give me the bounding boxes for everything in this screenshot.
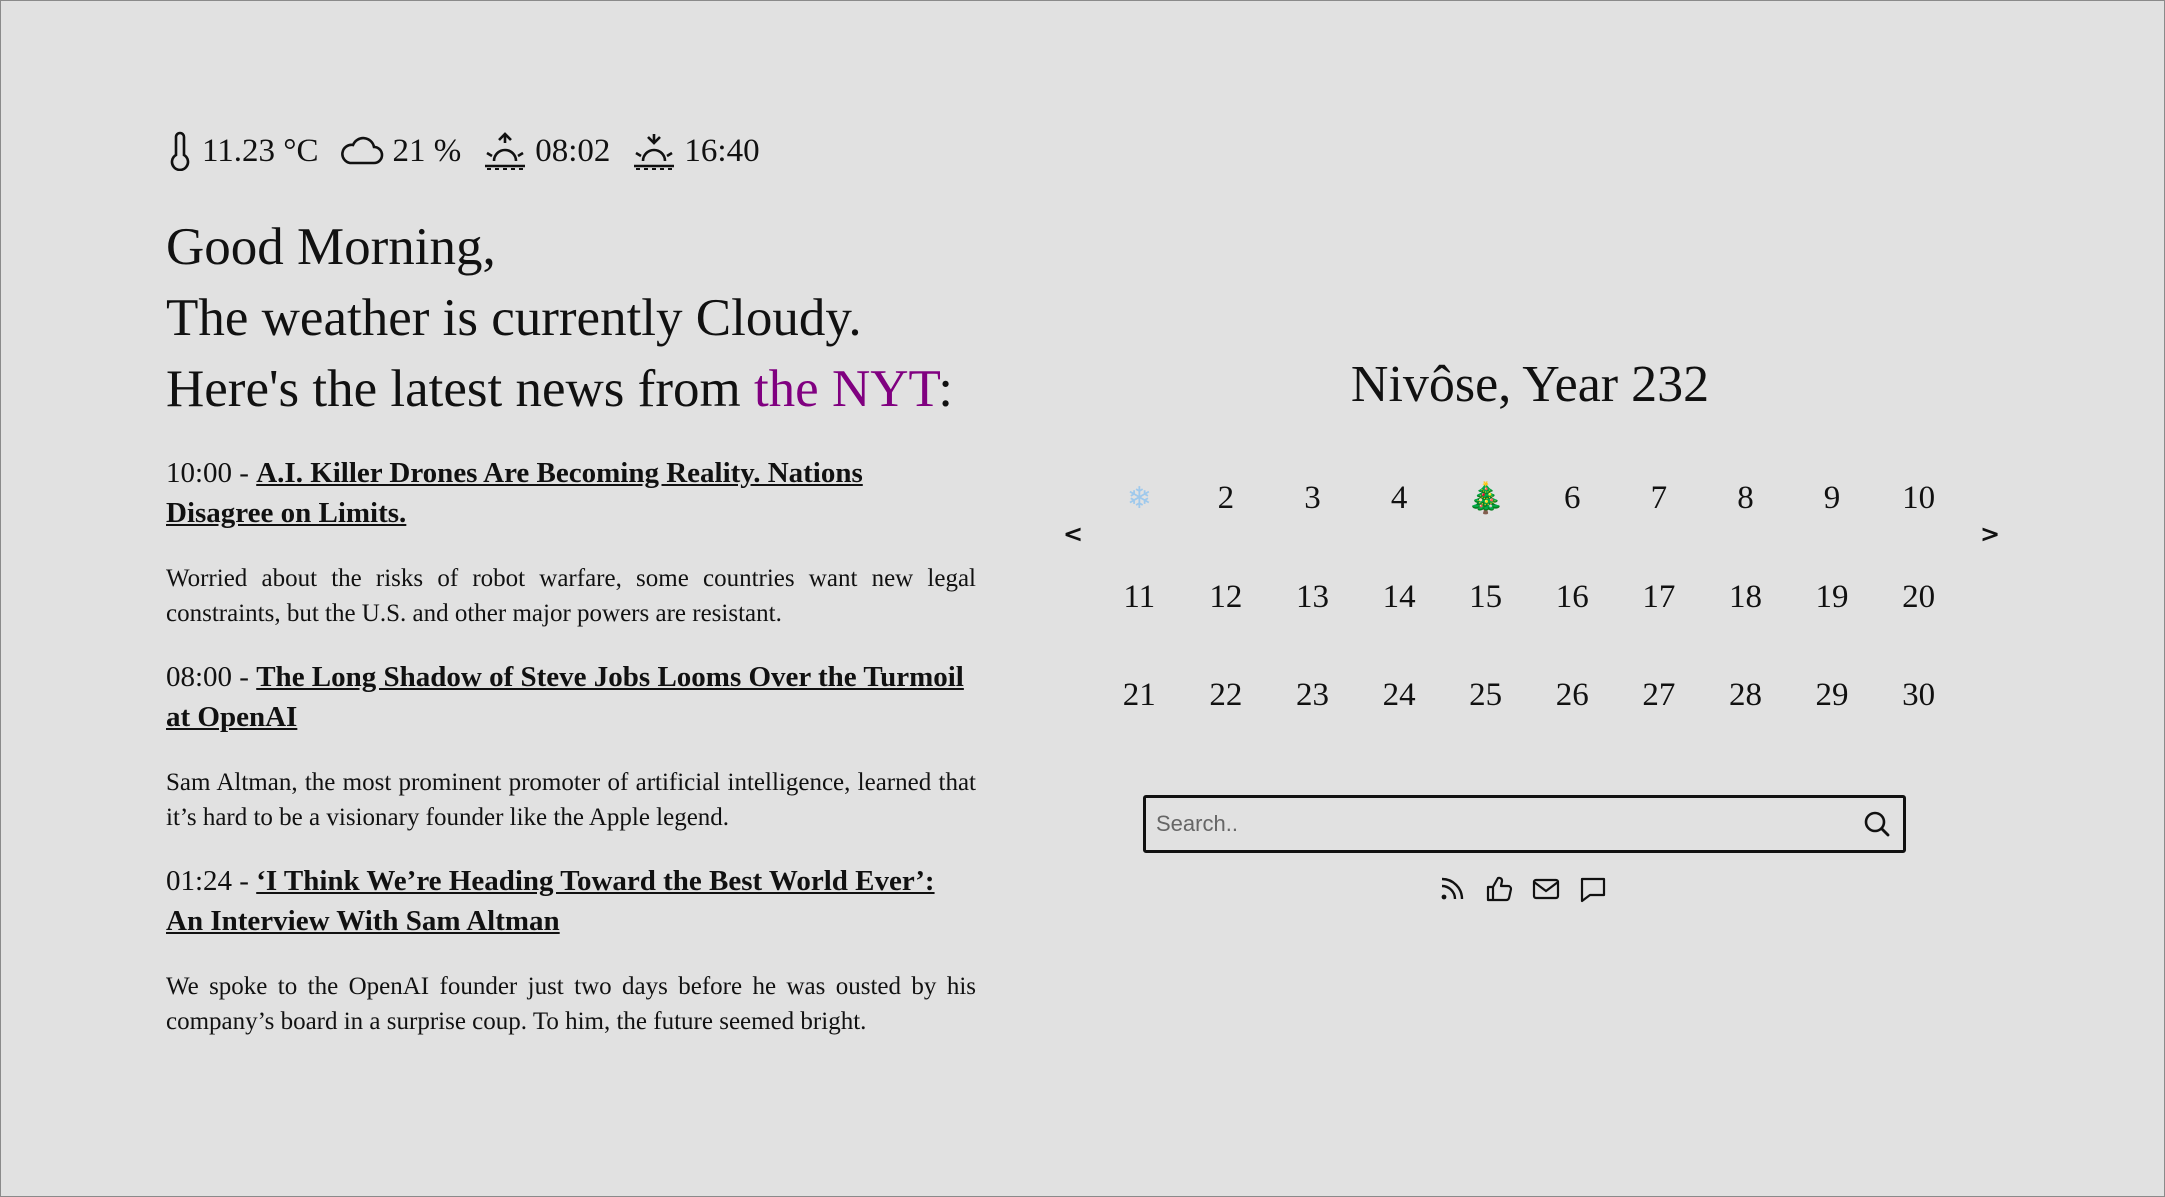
news-source-link[interactable]: the NYT bbox=[753, 360, 939, 418]
mail-icon[interactable] bbox=[1532, 875, 1560, 903]
news-list bbox=[166, 453, 976, 1065]
search-input[interactable] bbox=[1146, 810, 1857, 838]
article-summary: Sam Altman, the most prominent promoter of artificial intelligence, learned that it’s hard to be a visionary founder like the Apple legend. bbox=[166, 769, 976, 831]
thumbs-up-icon[interactable] bbox=[1485, 875, 1513, 903]
calendar-day[interactable]: 23 bbox=[1295, 677, 1329, 713]
calendar-day[interactable]: 16 bbox=[1555, 578, 1589, 615]
calendar-day-tree[interactable] bbox=[1442, 470, 1529, 569]
christmas-tree-icon: 🎄 bbox=[1466, 481, 1505, 516]
calendar-day[interactable]: 14 bbox=[1382, 578, 1416, 615]
news-article bbox=[166, 861, 976, 1039]
article-time: 08:00 - bbox=[166, 661, 257, 693]
article-time: 01:24 - bbox=[166, 865, 257, 897]
cloud-icon bbox=[340, 133, 384, 169]
calendar-day[interactable]: 11 bbox=[1123, 578, 1156, 615]
calendar-day[interactable]: 24 bbox=[1382, 677, 1416, 713]
calendar-day[interactable]: 26 bbox=[1555, 677, 1589, 713]
calendar-title: Nivôse, Year 232 bbox=[1350, 356, 1710, 413]
calendar-day[interactable]: 2 bbox=[1217, 480, 1235, 516]
calendar-day[interactable]: 9 bbox=[1823, 480, 1841, 516]
news-article bbox=[166, 453, 976, 631]
news-article bbox=[166, 657, 976, 835]
greeting-line: Good Morning, bbox=[166, 218, 496, 276]
calendar-day[interactable]: 12 bbox=[1209, 578, 1243, 615]
cloudiness-value: 21 % bbox=[392, 132, 462, 169]
calendar-day[interactable]: 22 bbox=[1209, 677, 1243, 713]
calendar-day[interactable]: 15 bbox=[1469, 578, 1503, 615]
calendar-day[interactable]: 6 bbox=[1564, 480, 1581, 516]
sunrise-value: 08:02 bbox=[535, 132, 611, 169]
calendar-day[interactable]: 27 bbox=[1642, 677, 1676, 713]
calendar-day[interactable]: 7 bbox=[1650, 480, 1668, 516]
chat-icon[interactable] bbox=[1579, 875, 1607, 903]
temperature-value: 11.23 °C bbox=[202, 132, 319, 169]
article-title-link[interactable]: The Long Shadow of Steve Jobs Looms Over the Turmoil at OpenAI bbox=[166, 661, 964, 733]
calendar-day[interactable]: 18 bbox=[1728, 578, 1762, 615]
weather-summary-line: The weather is currently Cloudy. bbox=[166, 289, 862, 347]
calendar-day[interactable]: 3 bbox=[1304, 480, 1321, 516]
news-intro-line bbox=[166, 354, 953, 425]
calendar-day-snowflake[interactable] bbox=[1096, 470, 1183, 569]
calendar-prev-button[interactable]: < bbox=[1063, 520, 1084, 548]
calendar-day[interactable]: 8 bbox=[1737, 480, 1754, 516]
cloudiness-item bbox=[340, 133, 461, 170]
article-summary: Worried about the risks of robot warfare, some countries want new legal constraints, but the U.S. and other major powers are resistant. bbox=[166, 565, 976, 627]
calendar-day[interactable]: 20 bbox=[1902, 578, 1936, 615]
news-intro-text: Here's the latest news from bbox=[166, 360, 754, 418]
search-box bbox=[1143, 795, 1906, 853]
calendar-day[interactable]: 30 bbox=[1902, 677, 1936, 713]
rss-icon[interactable] bbox=[1438, 875, 1466, 903]
sunset-item bbox=[632, 131, 759, 171]
greeting bbox=[166, 212, 953, 425]
thermometer-icon bbox=[166, 131, 194, 171]
calendar-day[interactable]: 10 bbox=[1902, 480, 1936, 516]
news-intro-suffix: : bbox=[938, 360, 953, 418]
calendar-day[interactable]: 19 bbox=[1815, 578, 1849, 615]
calendar-day[interactable]: 17 bbox=[1642, 578, 1676, 615]
article-time: 10:00 - bbox=[166, 457, 257, 489]
article-title-link[interactable]: A.I. Killer Drones Are Becoming Reality. Nations Disagree on Limits. bbox=[166, 457, 863, 529]
calendar-day[interactable]: 28 bbox=[1728, 677, 1762, 713]
calendar-next-button[interactable]: > bbox=[1980, 520, 2001, 548]
calendar-day[interactable]: 25 bbox=[1469, 677, 1503, 713]
footer-icon-row bbox=[1438, 875, 1607, 903]
article-headline bbox=[166, 657, 976, 737]
search-button[interactable] bbox=[1857, 804, 1897, 844]
calendar-day[interactable]: 13 bbox=[1295, 578, 1329, 615]
calendar-day[interactable]: 4 bbox=[1390, 480, 1408, 516]
search-icon bbox=[1863, 810, 1891, 838]
article-headline bbox=[166, 861, 976, 941]
calendar-grid bbox=[1096, 470, 1966, 766]
sunset-value: 16:40 bbox=[684, 132, 760, 169]
sunset-icon bbox=[632, 131, 676, 171]
calendar-day[interactable]: 21 bbox=[1122, 677, 1156, 713]
temperature-item bbox=[166, 131, 318, 171]
sunrise-icon bbox=[483, 131, 527, 171]
article-headline bbox=[166, 453, 976, 533]
article-title-link[interactable]: ‘I Think We’re Heading Toward the Best World Ever’: An Interview With Sam Altman bbox=[166, 865, 935, 937]
snowflake-icon: ❄ bbox=[1126, 481, 1152, 516]
sunrise-item bbox=[483, 131, 610, 171]
article-summary: We spoke to the OpenAI founder just two days before he was ousted by his company’s board in a surprise coup. To him, the future seemed bright. bbox=[166, 973, 976, 1035]
calendar-day[interactable]: 29 bbox=[1815, 677, 1849, 713]
weather-bar bbox=[166, 126, 782, 176]
